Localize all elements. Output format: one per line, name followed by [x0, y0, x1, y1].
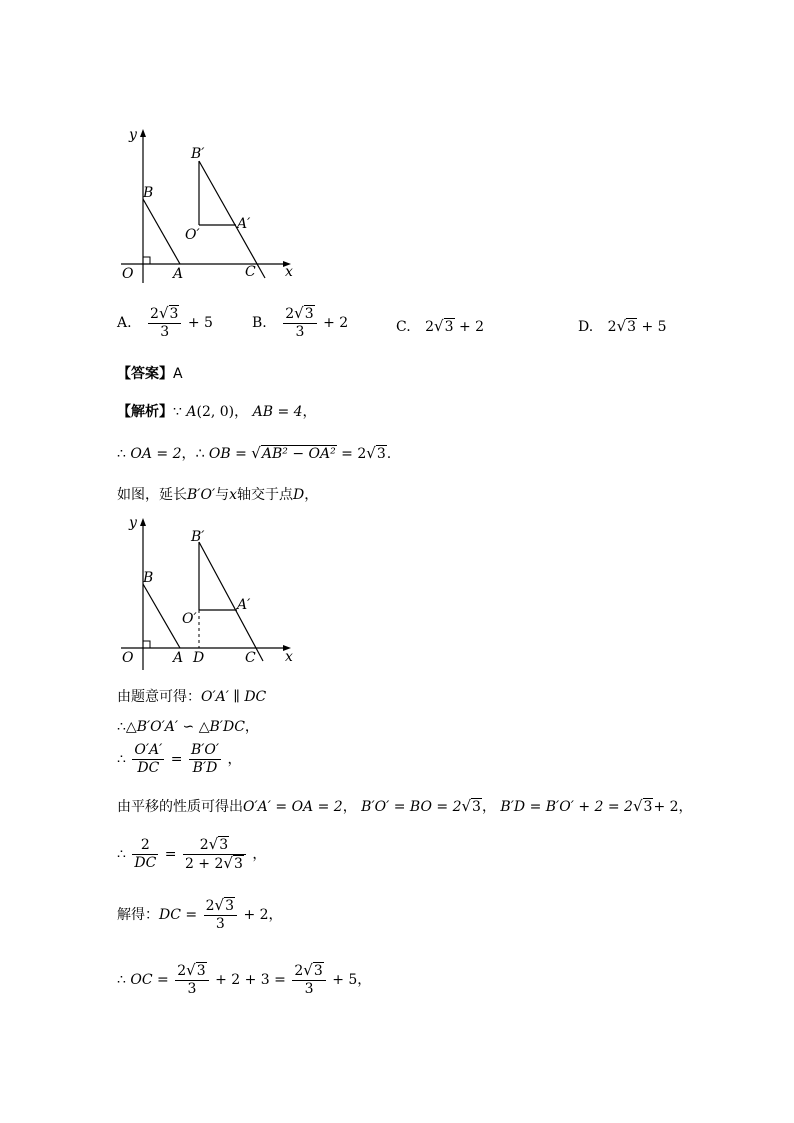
- ratio-1: $\frac{O'A'}{DC}$: [134, 742, 163, 776]
- segment-ab: [143, 584, 180, 648]
- label-o-prime: O′: [185, 227, 200, 243]
- step-2: ∴△B′O′A′ ∽ △B′DC，: [117, 719, 259, 735]
- label-c: C: [245, 264, 256, 280]
- label-y: y: [129, 127, 137, 143]
- option-a-letter: A.: [117, 315, 132, 331]
- option-c: C. 2√3 + 2: [396, 317, 485, 335]
- oc-fraction-1: $\frac{2√3}{3}$: [175, 962, 208, 998]
- option-a-fraction: $\frac{2√3}{3}$: [148, 305, 181, 341]
- step-5: ∴ $\frac{2}{DC}$ = $\frac{2√3}{2 + 2√3}$ ，: [117, 835, 267, 872]
- option-b-fraction: $\frac{2√3}{3}$: [283, 305, 316, 341]
- option-b-letter: B.: [252, 315, 267, 331]
- analysis-line-3: 如图，延长B′O′与x轴交于点D，: [117, 487, 319, 503]
- label-a: A: [173, 266, 184, 282]
- step-6: 解得：DC = $\frac{2√3}{3}$ + 2，: [117, 896, 283, 932]
- segment-bprime-c: [199, 161, 265, 278]
- point-a-name: A: [186, 404, 197, 420]
- option-a-rad: 3: [169, 306, 179, 322]
- label-y: y: [129, 515, 137, 531]
- segment-bprime-c: [199, 542, 263, 661]
- oc-fraction-2: $\frac{2√3}{3}$: [292, 962, 325, 998]
- label-a: A: [173, 650, 184, 666]
- option-d-letter: D.: [578, 319, 594, 335]
- option-a-den: 3: [160, 324, 170, 340]
- answer-line: [117, 363, 183, 383]
- segment-ab: [143, 199, 180, 264]
- step-7: ∴ OC = $\frac{2√3}{3}$ + 2 + 3 = $\frac{2√3}{3}$ + 5，: [117, 961, 372, 997]
- y-axis-arrow: [140, 518, 146, 526]
- label-x: x: [285, 264, 293, 280]
- analysis-label: 【解析】: [117, 404, 173, 420]
- option-a-tail: + 5: [187, 315, 213, 331]
- right-angle-mark: [143, 257, 150, 264]
- ob-radicand: AB² − OA²: [261, 446, 336, 462]
- therefore-symbol: ∴: [117, 446, 126, 462]
- option-d: D. 2√3 + 5: [578, 317, 667, 335]
- ob-equals: OB =: [208, 446, 247, 462]
- label-d: D: [193, 650, 205, 666]
- oa-equals: OA = 2: [130, 446, 182, 462]
- ratio-2: $\frac{B'O'}{B'D}$: [190, 742, 220, 776]
- label-x: x: [285, 649, 293, 665]
- step-4: 由平移的性质可得出O′A′ = OA = 2， B′O′ = BO = 2√3， B′D = B′O′ + 2 = 2√3+ 2，: [117, 797, 693, 815]
- label-b: B: [143, 185, 154, 201]
- option-c-letter: C.: [396, 319, 411, 335]
- label-b-prime: B′: [191, 146, 205, 162]
- option-b-num: 2: [285, 306, 295, 322]
- label-o-prime: O′: [182, 611, 197, 627]
- option-b-den: 3: [295, 324, 305, 340]
- ob-result-rad: 3: [376, 446, 386, 462]
- label-c: C: [245, 650, 256, 666]
- option-b-rad: 3: [304, 306, 314, 322]
- point-a-coords: (2, 0): [196, 404, 235, 420]
- label-b-prime: B′: [191, 529, 205, 545]
- option-c-coef: 2: [425, 319, 435, 335]
- figure-2: [115, 512, 305, 672]
- because-symbol: ∵: [173, 404, 182, 420]
- similar-statement: △B′O′A′ ∽ △B′DC: [125, 719, 245, 735]
- label-o: O: [122, 650, 134, 666]
- option-d-rad: 3: [627, 319, 637, 335]
- answer-value: A: [173, 366, 183, 382]
- option-c-rad: 3: [444, 319, 454, 335]
- proportion-left: $\frac{2}{DC}$: [134, 837, 157, 871]
- label-a-prime: A′: [237, 216, 251, 232]
- label-a-prime: A′: [237, 597, 251, 613]
- label-o: O: [122, 266, 134, 282]
- option-b: [252, 305, 348, 341]
- step-3: ∴ $\frac{O'A'}{DC}$ = $\frac{B'O'}{B'D}$ ，: [117, 742, 242, 776]
- option-d-tail: + 5: [641, 319, 667, 335]
- option-a-num: 2: [150, 306, 159, 322]
- analysis-line-2: ∴ OA = 2，∴ OB = √AB² − OA² = 2√3.: [117, 444, 392, 462]
- proportion-right: $\frac{2√3}{2 + 2√3}$: [183, 836, 246, 873]
- label-b: B: [143, 570, 154, 586]
- answer-label: 【答案】: [117, 366, 173, 382]
- option-b-tail: + 2: [323, 315, 349, 331]
- parallel-statement: O′A′ ∥ DC: [201, 689, 267, 705]
- analysis-line-1: 【解析】∵ A(2, 0)， AB = 4，: [117, 404, 317, 420]
- step-1: 由题意可得：O′A′ ∥ DC: [117, 689, 267, 705]
- ab-equals: AB = 4: [252, 404, 303, 420]
- option-a: [117, 305, 213, 341]
- dc-fraction: $\frac{2√3}{3}$: [204, 897, 237, 933]
- right-angle-mark: [143, 641, 150, 648]
- option-c-tail: + 2: [458, 319, 485, 335]
- ob-result: = 2: [341, 446, 367, 462]
- option-d-coef: 2: [607, 319, 617, 335]
- y-axis-arrow: [140, 129, 146, 137]
- figure-1: [115, 125, 305, 285]
